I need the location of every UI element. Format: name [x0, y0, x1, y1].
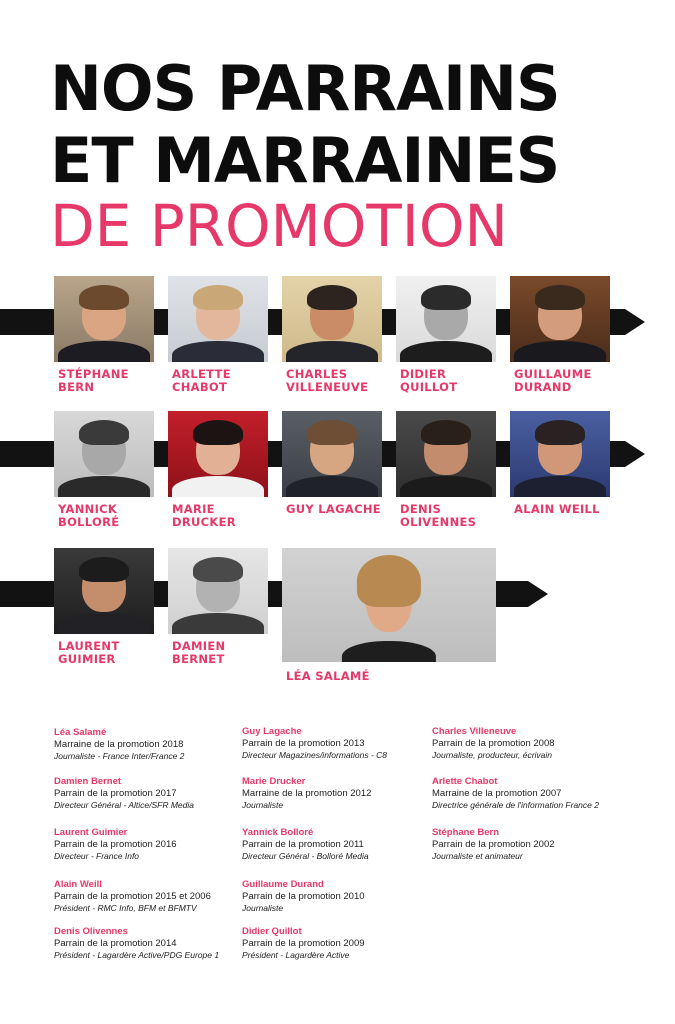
- promotion-entry: [242, 827, 442, 862]
- promotion-entry: [242, 726, 442, 761]
- entry-role: Parrain de la promotion 2014: [54, 938, 177, 949]
- promotion-entry: [54, 727, 254, 762]
- portrait-photo: [282, 411, 382, 497]
- entry-name: Charles Villeneuve: [432, 726, 517, 737]
- portrait-photo: [54, 548, 154, 634]
- portrait-photo: [396, 276, 496, 362]
- entry-role: Parrain de la promotion 2010: [242, 891, 365, 902]
- person-name: GUY LAGACHE: [286, 502, 381, 516]
- portrait-photo: [54, 276, 154, 362]
- entry-role: Parrain de la promotion 2017: [54, 788, 177, 799]
- portrait-photo: [168, 276, 268, 362]
- entry-role: Marraine de la promotion 2012: [242, 788, 372, 799]
- entry-name: Léa Salamé: [54, 727, 107, 738]
- entry-role: Parrain de la promotion 2008: [432, 738, 555, 749]
- promotion-entry: [54, 827, 254, 862]
- entry-name: Marie Drucker: [242, 776, 306, 787]
- person-name: ALAIN WEILL: [514, 502, 600, 516]
- entry-job: Journaliste - France Inter/France 2: [54, 751, 185, 761]
- entry-name: Alain Weill: [54, 879, 102, 890]
- promotion-entry: [432, 776, 632, 811]
- entry-job: Journaliste: [242, 800, 284, 810]
- person-name: GUILLAUME DURAND: [514, 367, 592, 394]
- promotion-entry: [432, 827, 632, 862]
- entry-name: Denis Olivennes: [54, 926, 128, 937]
- entry-job: Directeur Général - Altice/SFR Media: [54, 800, 194, 810]
- portrait-photo: [510, 276, 610, 362]
- promotion-entry: [54, 879, 254, 914]
- entry-role: Marraine de la promotion 2018: [54, 739, 184, 750]
- person-name: DAMIEN BERNET: [172, 639, 226, 666]
- entry-job: Président - RMC Info, BFM et BFMTV: [54, 903, 197, 913]
- person-name: LAURENT GUIMIER: [58, 639, 120, 666]
- entry-job: Directeur - France Info: [54, 851, 140, 861]
- entry-name: Guy Lagache: [242, 726, 302, 737]
- portrait-photo: [282, 548, 496, 662]
- entry-role: Marraine de la promotion 2007: [432, 788, 562, 799]
- portrait-photo: [282, 276, 382, 362]
- page-title-line-2: ET MARRAINES: [50, 124, 560, 197]
- entry-job: Directrice générale de l'information France 2: [432, 800, 599, 810]
- entry-name: Laurent Guimier: [54, 827, 128, 838]
- portrait-photo: [168, 411, 268, 497]
- promotion-entry: [54, 776, 254, 811]
- entry-name: Stéphane Bern: [432, 827, 500, 838]
- entry-job: Président - Lagardère Active: [242, 950, 350, 960]
- entry-name: Didier Quillot: [242, 926, 302, 937]
- timeline-arrow-row-1: [625, 309, 645, 335]
- portrait-photo: [396, 411, 496, 497]
- entry-role: Parrain de la promotion 2009: [242, 938, 365, 949]
- entry-job: Directeur Magazines/informations - C8: [242, 750, 388, 760]
- portrait-photo: [168, 548, 268, 634]
- entry-name: Damien Bernet: [54, 776, 122, 787]
- page-title-line-1: NOS PARRAINS: [50, 52, 560, 125]
- entry-name: Guillaume Durand: [242, 879, 324, 890]
- entry-name: Yannick Bolloré: [242, 827, 314, 838]
- entry-job: Directeur Général - Bolloré Media: [242, 851, 369, 861]
- person-name: DENIS OLIVENNES: [400, 502, 477, 529]
- entry-job: Journaliste: [242, 903, 284, 913]
- person-name: ARLETTE CHABOT: [172, 367, 231, 394]
- entry-job: Président - Lagardère Active/PDG Europe 1: [54, 950, 220, 960]
- entry-job: Journaliste, producteur, écrivain: [432, 750, 553, 760]
- person-name: LÉA SALAMÉ: [286, 669, 370, 683]
- person-name: STÉPHANE BERN: [58, 367, 129, 394]
- promotion-entry: [54, 926, 254, 961]
- entry-role: Parrain de la promotion 2016: [54, 839, 177, 850]
- portrait-photo: [54, 411, 154, 497]
- promotion-entry: [432, 726, 632, 761]
- person-name: CHARLES VILLENEUVE: [286, 367, 369, 394]
- entry-role: Parrain de la promotion 2011: [242, 839, 364, 850]
- promotion-entry: [242, 879, 442, 914]
- entry-role: Parrain de la promotion 2015 et 2006: [54, 891, 211, 902]
- person-name: DIDIER QUILLOT: [400, 367, 458, 394]
- promotion-entry: [242, 776, 442, 811]
- entry-role: Parrain de la promotion 2002: [432, 839, 555, 850]
- person-name: YANNICK BOLLORÉ: [58, 502, 120, 529]
- portrait-photo: [510, 411, 610, 497]
- timeline-arrow-row-3: [528, 581, 548, 607]
- person-name: MARIE DRUCKER: [172, 502, 236, 529]
- timeline-arrow-row-2: [625, 441, 645, 467]
- page-subtitle: DE PROMOTION: [50, 192, 508, 260]
- entry-name: Arlette Chabot: [432, 776, 498, 787]
- promotion-entry: [242, 926, 442, 961]
- entry-job: Journaliste et animateur: [432, 851, 523, 861]
- entry-role: Parrain de la promotion 2013: [242, 738, 365, 749]
